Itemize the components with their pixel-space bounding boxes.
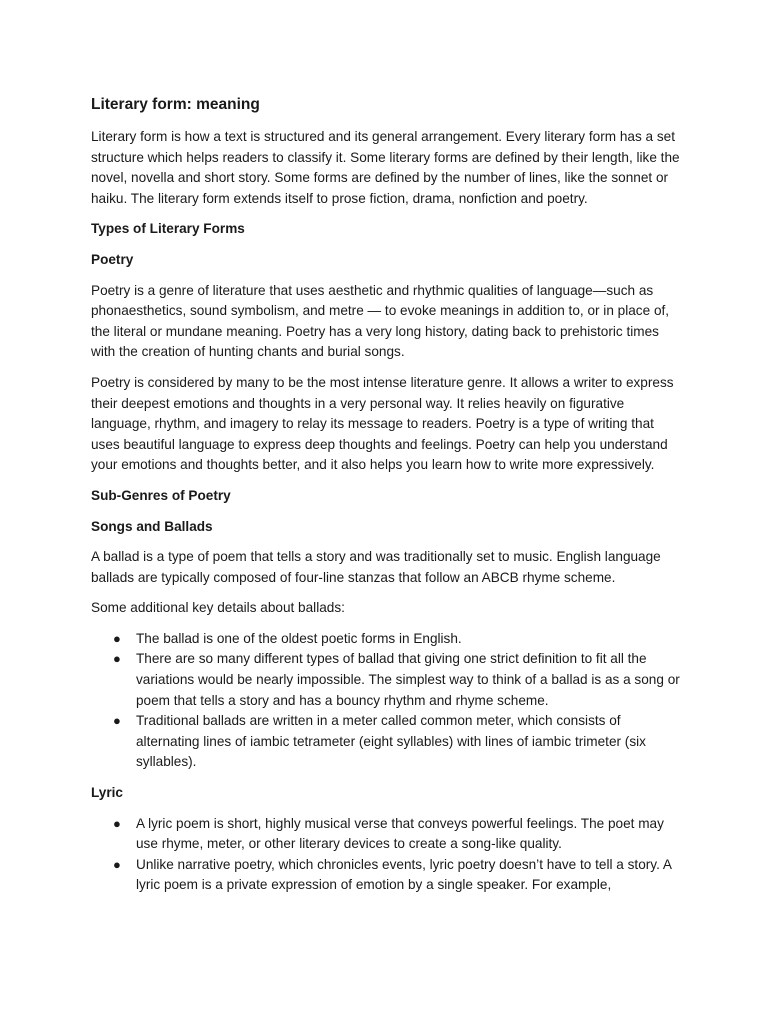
bullet-icon: ● [113,630,121,646]
list-item-text: The ballad is one of the oldest poetic forms in English. [136,630,462,646]
bullet-icon: ● [113,651,121,667]
bullet-icon: ● [113,856,121,872]
list-item-text: A lyric poem is short, highly musical verse that conveys powerful feelings. The poet may use rhyme, meter, or other literary devices to create a song-like quality. [136,815,664,852]
lyric-bullet-list [91,814,683,896]
list-item [91,814,683,855]
list-item [91,711,683,773]
list-item-text: Traditional ballads are written in a meter called common meter, which consists of alternating lines of iambic tetrameter (eight syllables) with lines of iambic trimeter (six syllables). [136,713,646,770]
list-item [91,629,683,650]
list-item-text: Unlike narrative poetry, which chronicles events, lyric poetry doesn’t have to tell a story. A lyric poem is a private expression of emotion by a single speaker. For example, [136,856,672,893]
page-title: Literary form: meaning [91,96,260,113]
intro-paragraph: Literary form is how a text is structured and its general arrangement. Every literary form has a set structure which helps readers to classify it. Some literary forms are defined by their length, like the novel, novella and short story. Some forms are defined by the number of lines, like the sonnet or haiku. The literary form extends itself to prose fiction, drama, nonfiction and poetry. [91,129,680,206]
list-item-text: There are so many different types of ballad that giving one strict definition to fit all the variations would be nearly impossible. The simplest way to think of a ballad is as a song or poem that tells a story and has a bouncy rhythm and rhyme scheme. [136,651,680,708]
ballad-paragraph: A ballad is a type of poem that tells a story and was traditionally set to music. English language ballads are typically composed of four-line stanzas that follow an ABCB rhyme scheme. [91,549,661,585]
list-item [91,855,683,896]
types-heading: Types of Literary Forms [91,221,245,237]
poetry-paragraph-2: Poetry is considered by many to be the most intense literature genre. It allows a writer to express their deepest emotions and thoughts in a very personal way. It relies heavily on figurative language, rhythm, and imagery to relay its message to readers. Poetry is a type of writing that uses beautiful language to express deep thoughts and feelings. Poetry can help you understand your emotions and thoughts better, and it also helps you learn how to write more expressively. [91,374,674,473]
bullet-icon: ● [113,815,121,831]
list-item [91,649,683,711]
document-page [91,94,683,906]
subgenres-heading: Sub-Genres of Poetry [91,487,231,503]
bullet-icon: ● [113,713,121,729]
lyric-heading: Lyric [91,785,123,801]
songs-ballads-heading: Songs and Ballads [91,518,213,534]
ballad-details-intro: Some additional key details about ballads: [91,600,345,616]
poetry-heading: Poetry [91,251,134,267]
ballad-bullet-list [91,629,683,773]
poetry-paragraph-1: Poetry is a genre of literature that uses aesthetic and rhythmic qualities of language—such as phonaesthetics, sound symbolism, and metre — to evoke meanings in addition to, or in place of, the literal or mundane meaning. Poetry has a very long history, dating back to prehistoric times with the creation of hunting chants and burial songs. [91,282,670,360]
